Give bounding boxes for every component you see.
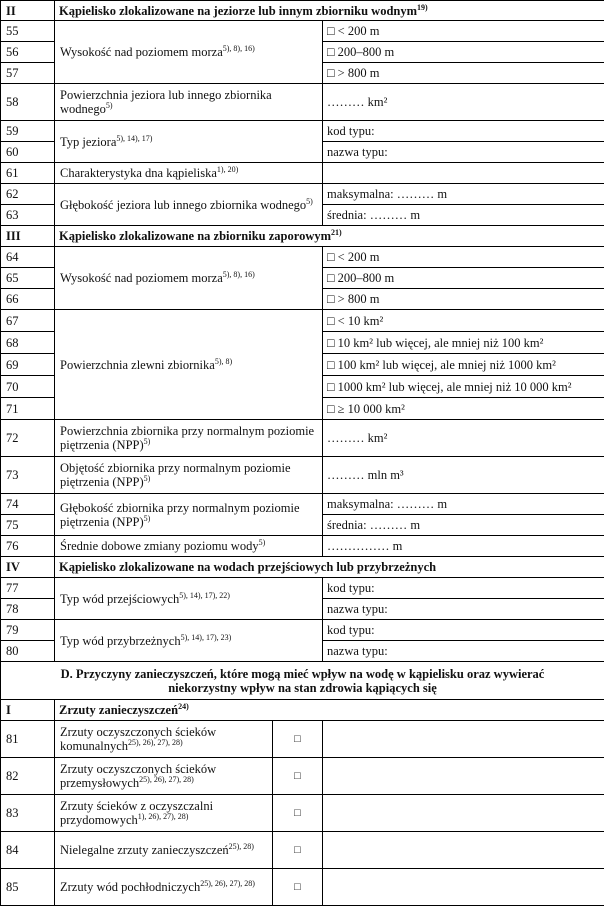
table-row bbox=[1, 721, 604, 758]
input-field[interactable]: średnia: ……… m bbox=[323, 515, 604, 536]
row-number: 84 bbox=[1, 832, 55, 869]
checkbox-option[interactable]: □ 1000 km² lub więcej, ale mniej niż 10 000 km² bbox=[323, 376, 604, 398]
row-number: 62 bbox=[1, 184, 55, 205]
section-header-III bbox=[1, 226, 604, 247]
row-number: 77 bbox=[1, 578, 55, 599]
row-number: 72 bbox=[1, 420, 55, 457]
input-field[interactable]: ……… km² bbox=[323, 84, 604, 121]
row-label: Nielegalne zrzuty zanieczyszczeń$^{25), 28)}$ bbox=[55, 832, 273, 869]
row-label: Głębokość zbiornika przy normalnym poziomie piętrzenia (NPP)$^{5)}$ bbox=[55, 494, 323, 536]
input-field[interactable]: …………… m bbox=[323, 536, 604, 557]
checkbox[interactable]: □ bbox=[273, 795, 323, 832]
section-header-IV bbox=[1, 557, 604, 578]
checkbox-option[interactable]: □ < 10 km² bbox=[323, 310, 604, 332]
row-label: Zrzuty oczyszczonych ścieków komunalnych$^{25), 26), 27), 28)}$ bbox=[55, 721, 273, 758]
checkbox[interactable]: □ bbox=[273, 721, 323, 758]
row-number: 56 bbox=[1, 42, 55, 63]
row-number: 66 bbox=[1, 289, 55, 310]
row-number: 78 bbox=[1, 599, 55, 620]
row-label: Typ jeziora$^{5), 14), 17)}$ bbox=[55, 121, 323, 163]
row-label: Głębokość jeziora lub innego zbiornika wodnego$^{5)}$ bbox=[55, 184, 323, 226]
checkbox-option[interactable]: □ ≥ 10 000 km² bbox=[323, 398, 604, 420]
table-row bbox=[1, 457, 604, 494]
table-row bbox=[1, 795, 604, 832]
row-number: 70 bbox=[1, 376, 55, 398]
input-field[interactable]: maksymalna: ……… m bbox=[323, 494, 604, 515]
row-number: 76 bbox=[1, 536, 55, 557]
input-field[interactable] bbox=[323, 163, 604, 184]
table-row bbox=[1, 420, 604, 457]
row-number: 71 bbox=[1, 398, 55, 420]
row-label: Powierzchnia zlewni zbiornika$^{5), 8)}$ bbox=[55, 310, 323, 420]
input-field[interactable]: kod typu: bbox=[323, 578, 604, 599]
checkbox-option[interactable]: □ 100 km² lub więcej, ale mniej niż 1000 km² bbox=[323, 354, 604, 376]
table-row bbox=[1, 310, 604, 332]
input-field[interactable]: kod typu: bbox=[323, 121, 604, 142]
row-number: 61 bbox=[1, 163, 55, 184]
row-number: 69 bbox=[1, 354, 55, 376]
row-label: Średnie dobowe zmiany poziomu wody$^{5)}$ bbox=[55, 536, 323, 557]
checkbox[interactable]: □ bbox=[273, 869, 323, 906]
input-field[interactable]: kod typu: bbox=[323, 620, 604, 641]
row-label: Zrzuty oczyszczonych ścieków przemysłowych$^{25), 26), 27), 28)}$ bbox=[55, 758, 273, 795]
section-title: Kąpielisko zlokalizowane na jeziorze lub innym zbiorniku wodnym$^{19)}$ bbox=[55, 1, 604, 21]
table-row bbox=[1, 163, 604, 184]
row-label: Zrzuty wód pochłodniczych$^{25), 26), 27), 28)}$ bbox=[55, 869, 273, 906]
row-number: 65 bbox=[1, 268, 55, 289]
section-header-II bbox=[1, 1, 604, 21]
row-number: 83 bbox=[1, 795, 55, 832]
section-title: Kąpielisko zlokalizowane na wodach przejściowych lub przybrzeżnych bbox=[55, 557, 604, 578]
table-row bbox=[1, 869, 604, 906]
table-row bbox=[1, 578, 604, 599]
input-field[interactable] bbox=[323, 869, 604, 906]
table-row bbox=[1, 84, 604, 121]
checkbox-option[interactable]: □ 10 km² lub więcej, ale mniej niż 100 km² bbox=[323, 332, 604, 354]
row-number: 59 bbox=[1, 121, 55, 142]
section-header-I bbox=[1, 700, 604, 721]
row-number: 75 bbox=[1, 515, 55, 536]
row-label: Typ wód przejściowych$^{5), 14), 17), 22)}$ bbox=[55, 578, 323, 620]
row-label: Objętość zbiornika przy normalnym poziomie piętrzenia (NPP)$^{5)}$ bbox=[55, 457, 323, 494]
input-field[interactable]: ……… mln m³ bbox=[323, 457, 604, 494]
input-field[interactable]: nazwa typu: bbox=[323, 599, 604, 620]
row-label: Wysokość nad poziomem morza$^{5), 8), 16)}$ bbox=[55, 247, 323, 310]
row-label: Charakterystyka dna kąpieliska$^{1), 20)}$ bbox=[55, 163, 323, 184]
section-header-D bbox=[1, 662, 604, 700]
section-title: Kąpielisko zlokalizowane na zbiorniku zaporowym$^{21)}$ bbox=[55, 226, 604, 247]
row-number: 79 bbox=[1, 620, 55, 641]
row-number: 60 bbox=[1, 142, 55, 163]
input-field[interactable]: średnia: ……… m bbox=[323, 205, 604, 226]
input-field[interactable]: maksymalna: ……… m bbox=[323, 184, 604, 205]
row-number: 85 bbox=[1, 869, 55, 906]
table-row bbox=[1, 832, 604, 869]
row-number: 74 bbox=[1, 494, 55, 515]
table-row bbox=[1, 620, 604, 641]
table-row bbox=[1, 536, 604, 557]
row-label: Wysokość nad poziomem morza$^{5), 8), 16)}$ bbox=[55, 21, 323, 84]
row-number: 68 bbox=[1, 332, 55, 354]
row-number: 73 bbox=[1, 457, 55, 494]
input-field[interactable]: nazwa typu: bbox=[323, 142, 604, 163]
section-roman: I bbox=[1, 700, 55, 721]
table-row bbox=[1, 21, 604, 42]
table-row bbox=[1, 758, 604, 795]
section-title: Zrzuty zanieczyszczeń$^{24)}$ bbox=[55, 700, 604, 721]
section-roman: II bbox=[1, 1, 55, 21]
table-row bbox=[1, 121, 604, 142]
table-row bbox=[1, 494, 604, 515]
row-number: 64 bbox=[1, 247, 55, 268]
row-label: Powierzchnia zbiornika przy normalnym poziomie piętrzenia (NPP)$^{5)}$ bbox=[55, 420, 323, 457]
row-number: 81 bbox=[1, 721, 55, 758]
row-label: Typ wód przybrzeżnych$^{5), 14), 17), 23)}$ bbox=[55, 620, 323, 662]
checkbox-option[interactable]: □ 200–800 m bbox=[323, 268, 604, 289]
row-label: Zrzuty ścieków z oczyszczalni przydomowych$^{1), 26), 27), 28)}$ bbox=[55, 795, 273, 832]
row-number: 55 bbox=[1, 21, 55, 42]
checkbox-option[interactable]: □ 200–800 m bbox=[323, 42, 604, 63]
checkbox-option[interactable]: □ > 800 m bbox=[323, 63, 604, 84]
row-number: 67 bbox=[1, 310, 55, 332]
table-row bbox=[1, 247, 604, 268]
input-field[interactable]: ……… km² bbox=[323, 420, 604, 457]
input-field[interactable] bbox=[323, 758, 604, 795]
section-title: D. Przyczyny zanieczyszczeń, które mogą mieć wpływ na wodę w kąpielisku oraz wywierać niekorzystny wpływ na stan zdrowia kąpiących się bbox=[1, 662, 604, 700]
row-number: 82 bbox=[1, 758, 55, 795]
section-roman: III bbox=[1, 226, 55, 247]
section-roman: IV bbox=[1, 557, 55, 578]
checkbox-option[interactable]: □ < 200 m bbox=[323, 21, 604, 42]
input-field[interactable] bbox=[323, 832, 604, 869]
checkbox[interactable]: □ bbox=[273, 832, 323, 869]
row-number: 80 bbox=[1, 641, 55, 662]
checkbox[interactable]: □ bbox=[273, 758, 323, 795]
input-field[interactable] bbox=[323, 721, 604, 758]
table-row bbox=[1, 184, 604, 205]
input-field[interactable] bbox=[323, 795, 604, 832]
row-number: 57 bbox=[1, 63, 55, 84]
row-number: 63 bbox=[1, 205, 55, 226]
checkbox-option[interactable]: □ > 800 m bbox=[323, 289, 604, 310]
checkbox-option[interactable]: □ < 200 m bbox=[323, 247, 604, 268]
row-number: 58 bbox=[1, 84, 55, 121]
input-field[interactable]: nazwa typu: bbox=[323, 641, 604, 662]
row-label: Powierzchnia jeziora lub innego zbiornika wodnego$^{5)}$ bbox=[55, 84, 323, 121]
